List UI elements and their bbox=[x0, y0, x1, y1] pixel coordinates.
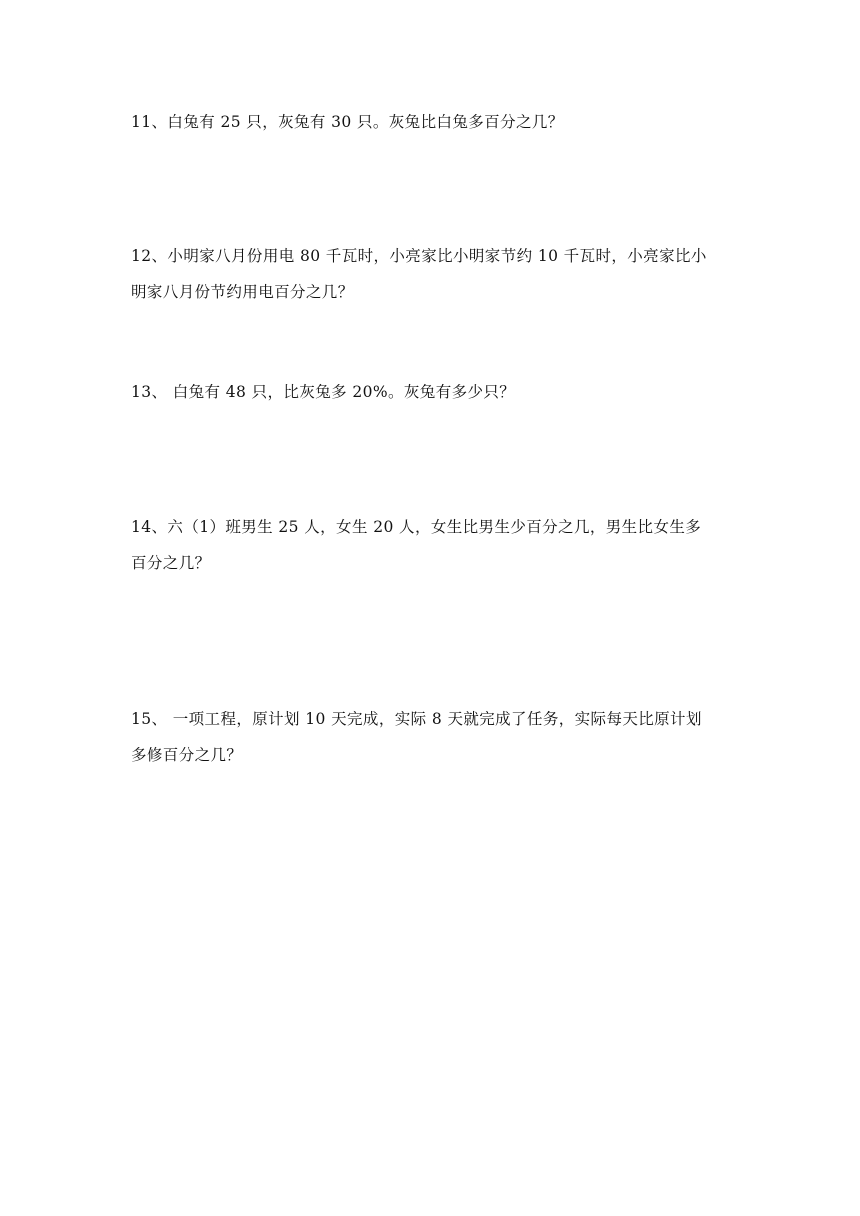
question-12 bbox=[131, 238, 731, 310]
question-14-line-1: 14、六（1）班男生 25 人，女生 20 人，女生比男生少百分之几，男生比女生多 bbox=[131, 518, 702, 536]
question-12-line-1: 12、小明家八月份用电 80 千瓦时，小亮家比小明家节约 10 千瓦时，小亮家比小 bbox=[131, 247, 707, 265]
question-11 bbox=[131, 104, 731, 140]
question-15-line-1: 15、 一项工程，原计划 10 天完成，实际 8 天就完成了任务，实际每天比原计划 bbox=[131, 710, 702, 728]
question-13 bbox=[131, 374, 731, 410]
question-12-line-2: 明家八月份节约用电百分之几？ bbox=[131, 283, 354, 301]
question-13-line-1: 13、 白兔有 48 只，比灰兔多 20%。灰兔有多少只？ bbox=[131, 383, 516, 401]
question-11-line-1: 11、白兔有 25 只，灰兔有 30 只。灰兔比白兔多百分之几？ bbox=[131, 113, 564, 131]
question-15-line-2: 多修百分之几？ bbox=[131, 746, 243, 764]
question-14 bbox=[131, 509, 731, 581]
question-15 bbox=[131, 701, 731, 773]
question-14-line-2: 百分之几？ bbox=[131, 554, 211, 572]
